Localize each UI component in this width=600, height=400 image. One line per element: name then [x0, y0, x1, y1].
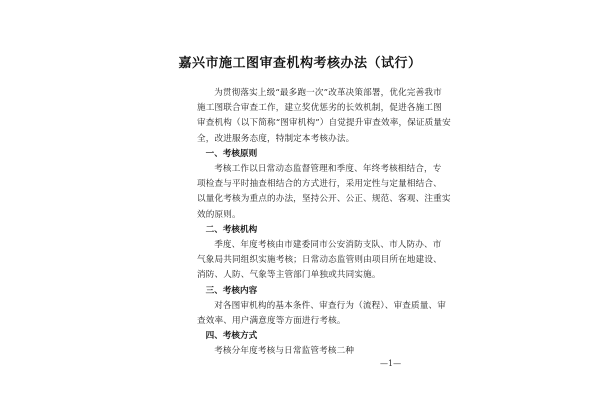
- paragraph-line: 对各图审机构的基本条件、审查行为（流程）、审查质量、审: [214, 300, 446, 311]
- section-paragraph-organization: [197, 238, 442, 284]
- paragraph-line: 季度、年度考核由市建委同市公安消防支队、市人防办、市: [214, 240, 442, 251]
- intro-line: 全，改进服务态度，特制定本考核办法。: [197, 133, 355, 144]
- intro-line: 审查机构（以下简称“图审机构”）自觉提升审查效率，保证质量安: [197, 118, 451, 129]
- section-paragraph-content: [197, 299, 446, 329]
- section-paragraph-principles: [197, 162, 451, 223]
- intro-line: 施工图联合审查工作，建立奖优惩劣的长效机制，促进各施工图: [197, 103, 442, 114]
- paragraph-line: 项检查与平时抽查相结合的方式进行，采用定性与定量相结合、: [197, 179, 442, 190]
- section-heading-principles: 一、考核原则: [205, 148, 258, 159]
- intro-line: 为贯彻落实上级“最多跑一次”改革决策部署，优化完善我市: [214, 88, 442, 98]
- paragraph-line: 查效率、用户满意度等方面进行考核。: [197, 316, 346, 327]
- section-paragraph-method: [197, 344, 422, 359]
- paragraph-line: 效的原则。: [197, 209, 241, 220]
- paragraph-line: 气象局共同组织实施考核；日常动态监管则由项目所在地建设、: [197, 255, 442, 266]
- document-body: [197, 86, 451, 360]
- document-title: 嘉兴市施工图审查机构考核办法（试行）: [178, 56, 422, 71]
- paragraph-line: 以量化考核为重点的办法，坚持公开、公正、规范、客观、注重实: [197, 194, 451, 205]
- section-heading-content: 三、考核内容: [205, 285, 258, 296]
- paragraph-line: 消防、人防、气象等主管部门单独或共同实施。: [197, 270, 381, 281]
- page-number: —1—: [380, 359, 402, 368]
- intro-paragraph: [197, 86, 451, 147]
- paragraph-line: 考核工作以日常动态监督管理和季度、年终考核相结合，专: [214, 164, 442, 175]
- paragraph-line: 考核分年度考核与日常监管考核二种: [214, 346, 355, 357]
- section-heading-organization: 二、考核机构: [205, 224, 258, 235]
- section-heading-method: 四、考核方式: [205, 331, 258, 342]
